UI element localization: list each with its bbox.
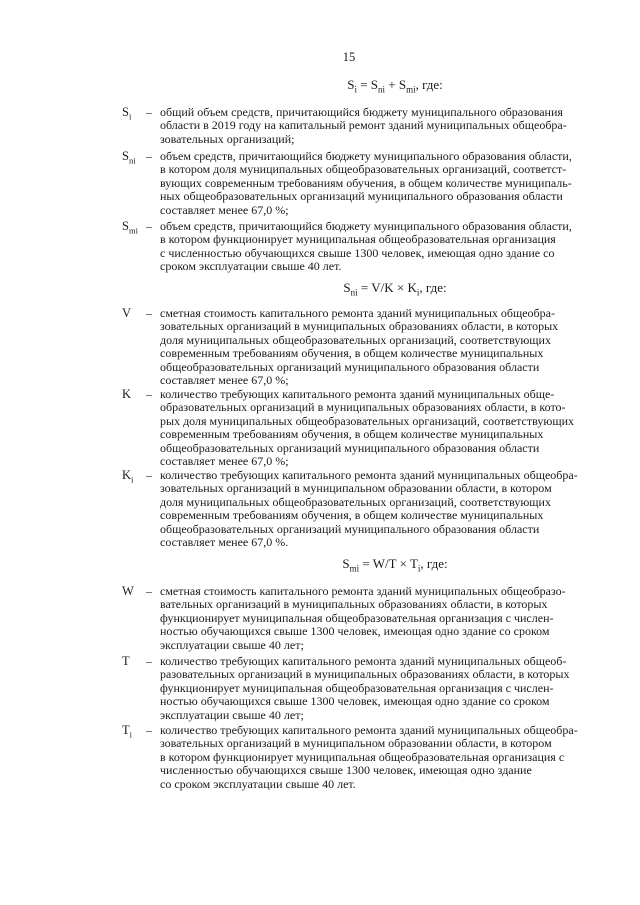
formula-si-t2-sub: mi (406, 84, 416, 95)
text-line: количество требующих капитального ремонта зданий муниципальных обще- (160, 387, 555, 401)
symbol-main: S (122, 105, 129, 119)
definition-symbol (122, 585, 134, 603)
definition-text (160, 106, 600, 146)
text-line: количество требующих капитального ремонта зданий муниципальных общеобра- (160, 468, 578, 482)
formula-smi-tail: , где: (420, 556, 448, 571)
definition-text (160, 585, 600, 652)
text-line: общеобразовательных организаций муниципального образования области (160, 521, 540, 536)
text-line: доля муниципальных общеобразовательных организаций, соответствующих (160, 494, 551, 509)
formula-sni-rhs: = V/K × K (357, 280, 417, 295)
definition-text (160, 724, 600, 791)
text-line: ностью обучающихся свыше 1300 человек, имеющая одно здание со сроком (160, 624, 550, 639)
formula-smi-rhs: = W/T × T (359, 556, 418, 571)
symbol-main: S (122, 219, 129, 233)
symbol-sub: ni (128, 155, 136, 166)
symbol-main: K (122, 468, 132, 482)
text-line: сметная стоимость капитального ремонта зданий муниципальных общеобра- (160, 306, 555, 320)
text-line: составляет менее 67,0 %; (160, 373, 289, 388)
text-line: со сроком эксплуатации свыше 40 лет. (160, 776, 356, 791)
text-line: общеобразовательных организаций муниципального образования области (160, 440, 540, 455)
text-line: рых доля муниципальных общеобразовательных организаций, соответствующих (160, 413, 575, 428)
definition-dash: – (146, 306, 152, 320)
text-line: современным требованиям обучения, в общем количестве муниципальных (160, 508, 544, 523)
formula-si-eq: = S (356, 77, 379, 92)
formula-sni (0, 281, 640, 300)
text-line: с численностью обучающихся свыше 1300 человек, имеющая одно здание со (160, 245, 555, 260)
text-line: вательных организаций в муниципальных образованиях области, в которых (160, 597, 548, 612)
definition-dash: – (146, 723, 152, 737)
definition-dash: – (146, 468, 152, 482)
text-line: вующих современным требованиям обучения, в общем количестве муниципаль- (160, 175, 572, 190)
formula-sni-tail: , где: (419, 280, 447, 295)
definition-text (160, 388, 600, 468)
text-line: зовательных организаций в муниципальном образовании области, в котором (160, 481, 552, 496)
definition-symbol (122, 150, 136, 168)
symbol-sub: i (129, 729, 133, 740)
formula-smi-rhs-sub: i (417, 563, 421, 574)
text-line: зовательных организаций; (160, 131, 295, 146)
symbol-sub: mi (128, 225, 138, 236)
symbol-main: W (122, 584, 134, 598)
symbol-main: T (122, 654, 130, 668)
definition-symbol (122, 388, 131, 406)
definition-dash: – (146, 654, 152, 668)
formula-smi-lhs-sub: mi (349, 563, 360, 574)
symbol-main: T (122, 723, 130, 737)
symbol-sub: i (131, 474, 134, 485)
text-line: в котором функционирует муниципальная общеобразовательная организация (160, 232, 556, 247)
text-line: сроком эксплуатации свыше 40 лет. (160, 259, 342, 274)
definition-dash: – (146, 149, 152, 163)
text-line: сметная стоимость капитального ремонта зданий муниципальных общеобразо- (160, 584, 566, 598)
text-line: разовательных организаций в муниципальных образованиях области, в которых (160, 667, 570, 682)
symbol-main: V (122, 306, 132, 320)
formula-si-lhs: S (347, 77, 355, 92)
formula-smi (0, 557, 640, 576)
text-line: объем средств, причитающийся бюджету муниципального образования области, (160, 149, 572, 163)
text-line: общеобразовательных организаций муниципального образования области (160, 359, 540, 374)
text-line: составляет менее 67,0 %. (160, 535, 289, 550)
formula-si (0, 78, 640, 97)
definition-text (160, 150, 600, 217)
definition-symbol (122, 724, 132, 742)
definition-symbol (122, 307, 131, 325)
formula-smi-lhs: S (342, 556, 350, 571)
text-line: эксплуатации свыше 40 лет; (160, 637, 304, 652)
definition-text (160, 469, 600, 549)
definition-text (160, 655, 600, 722)
text-line: общий объем средств, причитающийся бюджету муниципального образования (160, 105, 563, 119)
text-line: количество требующих капитального ремонта зданий муниципальных общеоб- (160, 654, 567, 668)
formula-si-tail: , где: (415, 77, 443, 92)
text-line: ных общеобразовательных организаций муниципального образования области (160, 189, 563, 204)
definition-symbol (122, 469, 133, 487)
definition-dash: – (146, 584, 152, 598)
formula-sni-lhs-sub: ni (350, 287, 358, 298)
text-line: в котором доля муниципальных общеобразовательных организаций, соответст- (160, 162, 567, 177)
symbol-main: S (122, 149, 129, 163)
definition-dash: – (146, 219, 152, 233)
definition-text (160, 307, 600, 387)
text-line: образовательных организаций в муниципальных образованиях области, в кото- (160, 400, 566, 415)
definition-text (160, 220, 600, 274)
definition-dash: – (146, 387, 152, 401)
symbol-main: K (122, 387, 132, 401)
symbol-sub: i (128, 111, 132, 122)
text-line: области в 2019 году на капитальный ремонт зданий муниципальных общеобра- (160, 118, 567, 133)
text-line: в котором функционирует муниципальная общеобразовательная организация с (160, 749, 565, 764)
text-line: эксплуатации свыше 40 лет; (160, 707, 304, 722)
definition-symbol (122, 220, 138, 238)
definition-symbol (122, 655, 130, 673)
text-line: зовательных организаций в муниципальном образовании области, в котором (160, 736, 552, 751)
text-line: объем средств, причитающийся бюджету муниципального образования области, (160, 219, 572, 233)
text-line: современным требованиям обучения, в общем количестве муниципальных (160, 427, 544, 442)
text-line: современным требованиям обучения, в общем количестве муниципальных (160, 346, 544, 361)
formula-si-t1-sub: ni (378, 84, 386, 95)
formula-si-plus: + S (385, 77, 407, 92)
text-line: зовательных организаций в муниципальных образованиях области, в которых (160, 319, 559, 334)
text-line: количество требующих капитального ремонта зданий муниципальных общеобра- (160, 723, 578, 737)
definition-dash: – (146, 105, 152, 119)
text-line: функционирует муниципальная общеобразовательная организация с числен- (160, 680, 554, 695)
text-line: ностью обучающихся свыше 1300 человек, имеющая одно здание со сроком (160, 694, 550, 709)
text-line: составляет менее 67,0 %; (160, 202, 289, 217)
page-number: 15 (342, 50, 356, 64)
definition-symbol (122, 106, 131, 124)
text-line: функционирует муниципальная общеобразовательная организация с числен- (160, 610, 554, 625)
formula-sni-lhs: S (343, 280, 351, 295)
formula-si-lhs-sub: i (354, 84, 357, 95)
text-line: составляет менее 67,0 %; (160, 454, 289, 469)
text-line: доля муниципальных общеобразовательных организаций, соответствующих (160, 332, 551, 347)
formula-sni-rhs-sub: i (416, 287, 420, 298)
text-line: численностью обучающихся свыше 1300 человек, имеющая одно здание (160, 763, 532, 778)
